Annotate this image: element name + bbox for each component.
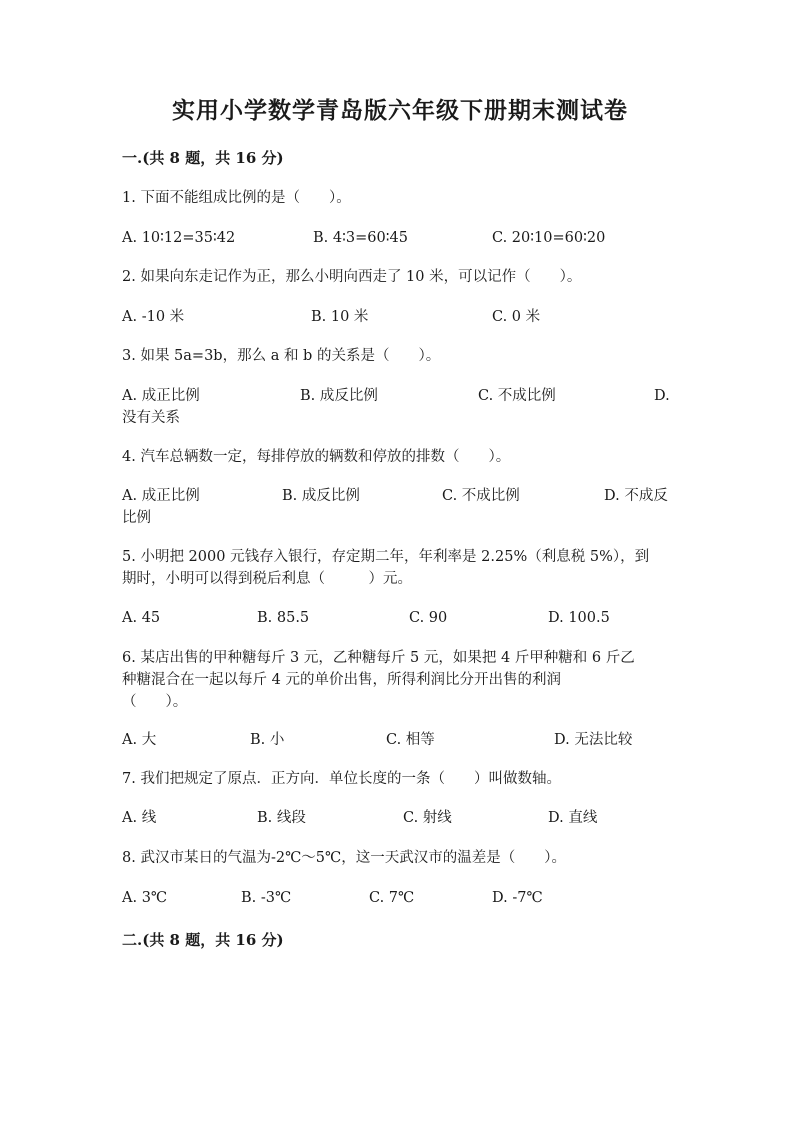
option-c: C. 不成比例 [478, 388, 556, 404]
question-8 [122, 847, 682, 869]
question-text-line-1: 6. 某店出售的甲种糖每斤 3 元，乙种糖每斤 5 元，如果把 4 斤甲种糖和 6 斤乙 [122, 650, 635, 666]
option-b: B. 成反比例 [300, 388, 378, 404]
option-b: B. -3℃ [241, 890, 292, 906]
question-text-line-2: 种糖混合在一起以每斤 4 元的单价出售，所得利润比分开出售的利润 [122, 672, 561, 688]
option-b: B. 小 [250, 732, 285, 748]
option-c: C. 7℃ [369, 890, 415, 906]
option-d: D. [654, 388, 670, 404]
option-b: B. 4∶3=60∶45 [313, 230, 408, 246]
option-a: A. 成正比例 [122, 388, 200, 404]
question-text: 1. 下面不能组成比例的是（ ）。 [122, 190, 351, 206]
option-b: B. 线段 [257, 810, 306, 826]
option-d: D. 100.5 [548, 610, 610, 626]
question-text: 2. 如果向东走记作为正，那么小明向西走了 10 米，可以记作（ ）。 [122, 269, 582, 285]
page-title: 实用小学数学青岛版六年级下册期末测试卷 [172, 97, 628, 124]
section-heading-1: 一.(共 8 题，共 16 分) [122, 149, 284, 167]
option-a: A. 线 [122, 810, 157, 826]
question-text: 4. 汽车总辆数一定，每排停放的辆数和停放的排数（ ）。 [122, 449, 511, 465]
option-a: A. 大 [122, 732, 157, 748]
option-b: B. 10 米 [311, 309, 369, 325]
option-c: C. 射线 [403, 810, 452, 826]
question-text-line-3: （ ）。 [122, 694, 188, 710]
option-b: B. 85.5 [257, 610, 310, 626]
question-text: 7. 我们把规定了原点．正方向．单位长度的一条（ ）叫做数轴。 [122, 771, 561, 787]
question-3-options [122, 385, 682, 429]
option-c: C. 0 米 [492, 309, 541, 325]
option-a: A. -10 米 [122, 309, 185, 325]
question-4-options [122, 485, 682, 529]
question-2 [122, 266, 682, 288]
option-c: C. 不成比例 [442, 488, 520, 504]
section-heading-2: 二.(共 8 题，共 16 分) [122, 931, 284, 949]
option-a: A. 10∶12=35∶42 [122, 230, 236, 246]
question-4 [122, 446, 682, 468]
option-c: C. 20∶10=60∶20 [492, 230, 606, 246]
option-d: D. 不成反 [604, 488, 668, 504]
option-a: A. 45 [122, 610, 161, 626]
option-d: D. -7℃ [492, 890, 543, 906]
option-c: C. 相等 [386, 732, 435, 748]
question-text-line-2: 期时，小明可以得到税后利息（ ）元。 [122, 571, 412, 587]
option-d: D. 无法比较 [554, 732, 633, 748]
option-d-wrapped-text: 比例 [122, 510, 151, 526]
question-text: 8. 武汉市某日的气温为-2℃～5℃，这一天武汉市的温差是（ ）。 [122, 850, 566, 866]
option-d-wrapped-text: 没有关系 [122, 410, 180, 426]
question-6 [122, 647, 682, 713]
option-d: D. 直线 [548, 810, 598, 826]
question-7 [122, 768, 682, 790]
question-1 [122, 187, 682, 209]
option-a: A. 成正比例 [122, 488, 200, 504]
question-3 [122, 345, 682, 367]
option-a: A. 3℃ [122, 890, 168, 906]
question-text-line-1: 5. 小明把 2000 元钱存入银行，存定期二年，年利率是 2.25%（利息税 5%），到 [122, 549, 650, 565]
question-text: 3. 如果 5a=3b，那么 a 和 b 的关系是（ ）。 [122, 348, 441, 364]
option-c: C. 90 [409, 610, 448, 626]
question-5 [122, 546, 682, 590]
option-b: B. 成反比例 [282, 488, 360, 504]
